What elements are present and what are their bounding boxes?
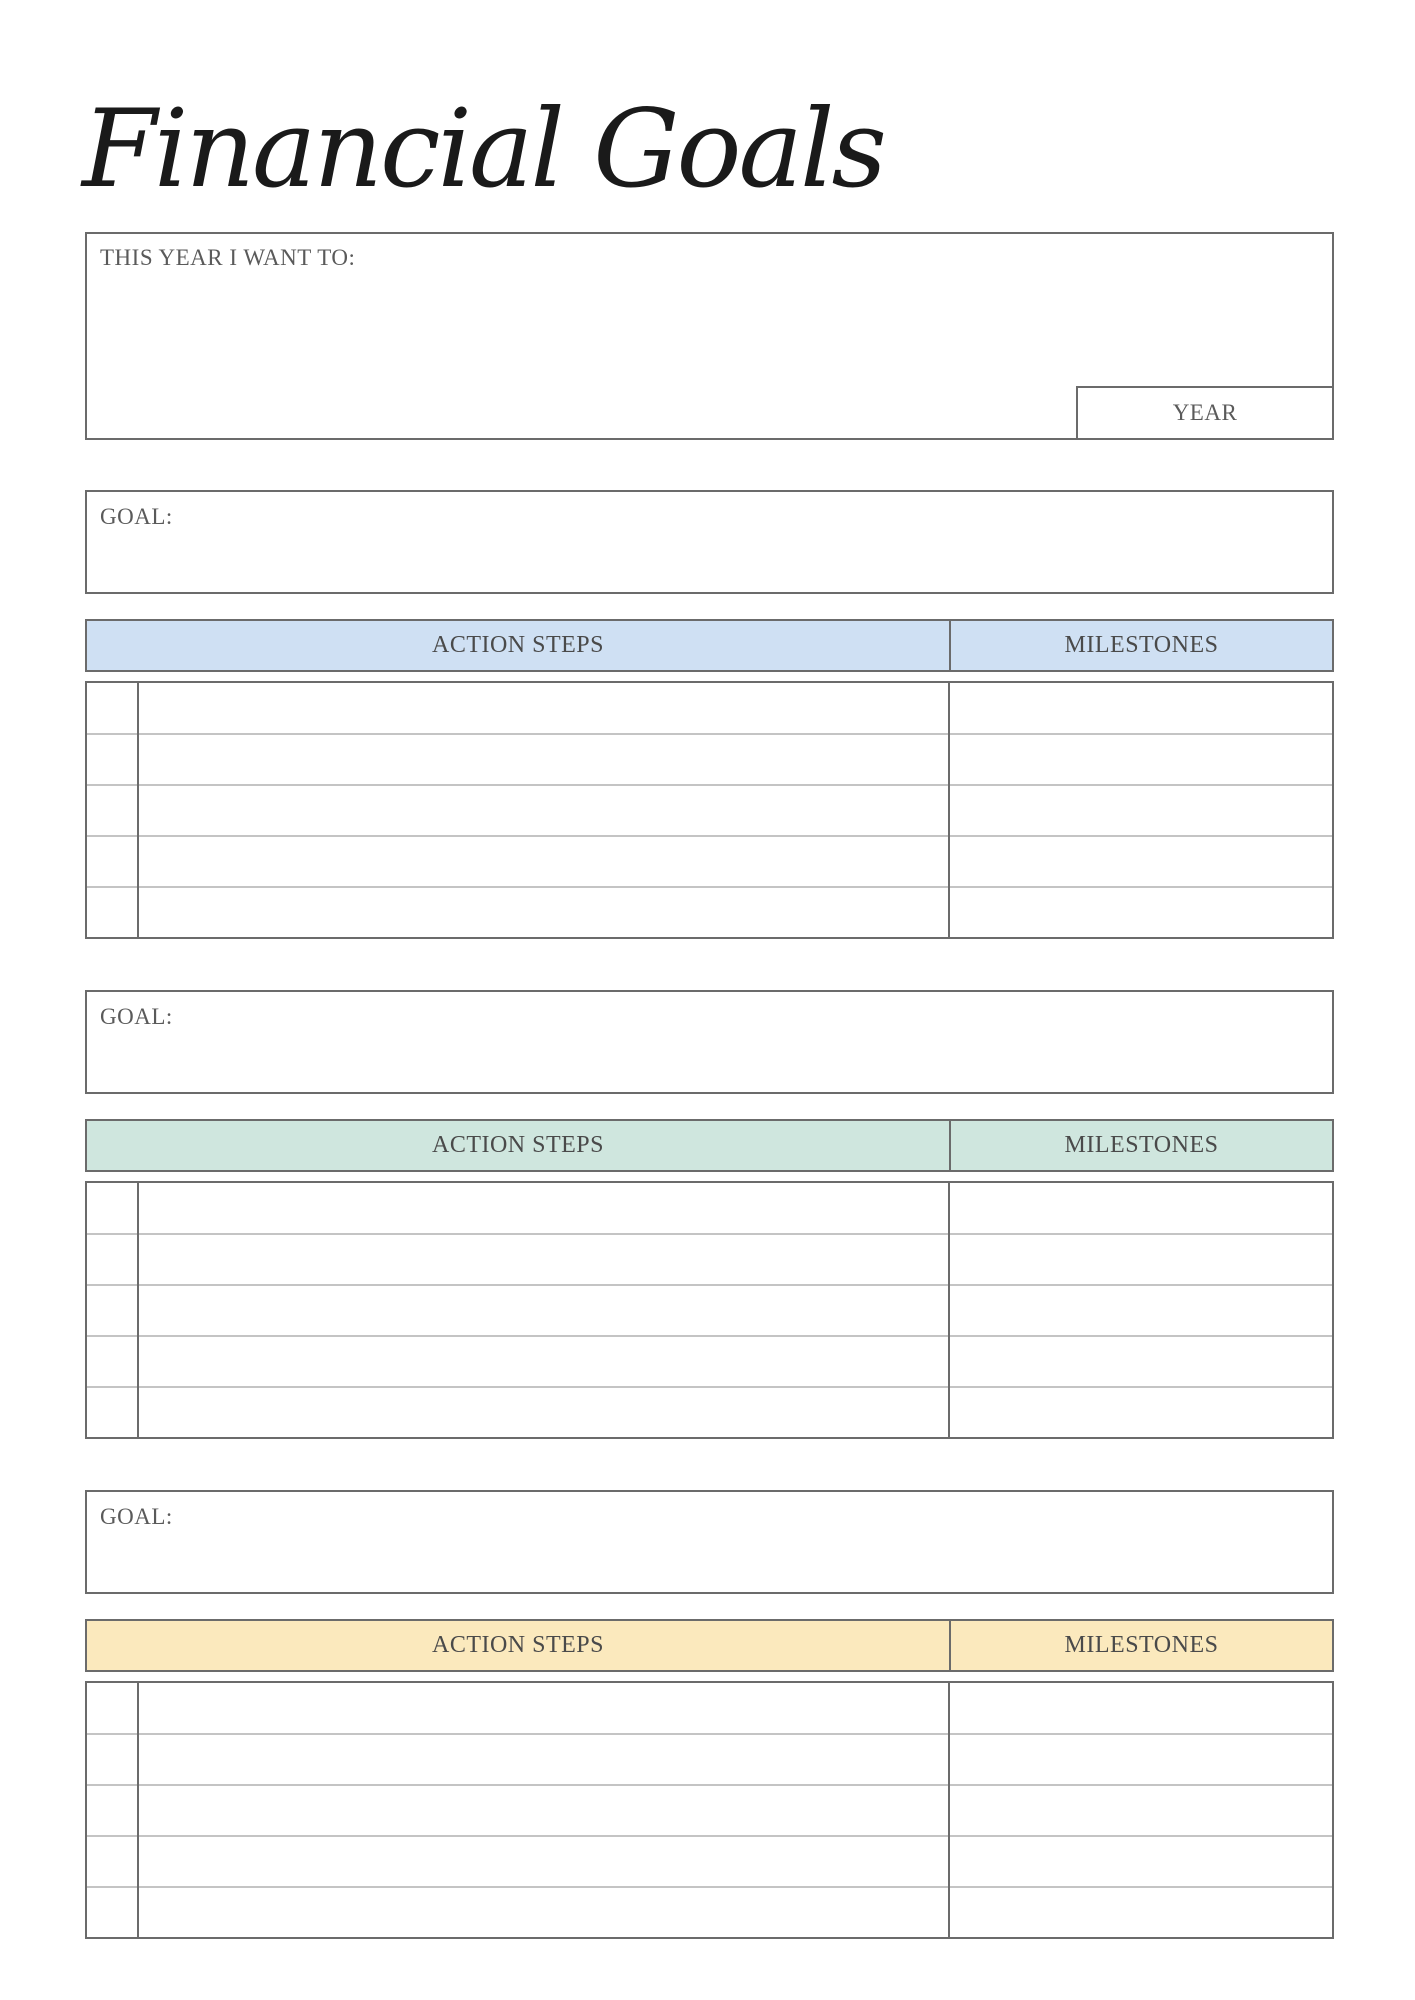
table-row[interactable] <box>87 836 1332 886</box>
goal-label: GOAL: <box>100 1004 173 1029</box>
milestones-header: MILESTONES <box>1064 1132 1219 1158</box>
table-row[interactable] <box>87 1734 1332 1784</box>
goal-label: GOAL: <box>100 1504 173 1529</box>
action-steps-table <box>85 1181 1334 1439</box>
section-header <box>85 1119 1334 1172</box>
action-steps-header: ACTION STEPS <box>87 1121 951 1170</box>
year-label: YEAR <box>1172 400 1238 425</box>
table-row[interactable] <box>87 683 1332 733</box>
section-header <box>85 1619 1334 1672</box>
action-steps-header: ACTION STEPS <box>87 1621 951 1670</box>
goal-box[interactable] <box>85 990 1334 1094</box>
table-row[interactable] <box>87 1234 1332 1284</box>
milestones-header: MILESTONES <box>1064 632 1219 658</box>
table-row[interactable] <box>87 734 1332 784</box>
milestones-header: MILESTONES <box>1064 1632 1219 1658</box>
table-row[interactable] <box>87 1887 1332 1937</box>
table-row[interactable] <box>87 1785 1332 1835</box>
table-row[interactable] <box>87 1285 1332 1335</box>
table-row[interactable] <box>87 1683 1332 1733</box>
table-row[interactable] <box>87 1183 1332 1233</box>
table-row[interactable] <box>87 785 1332 835</box>
goal-label: GOAL: <box>100 504 173 529</box>
action-steps-header: ACTION STEPS <box>87 621 951 670</box>
page-title: Financial Goals <box>82 87 884 212</box>
year-field[interactable] <box>1076 386 1334 440</box>
action-steps-table <box>85 681 1334 939</box>
table-row[interactable] <box>87 1387 1332 1437</box>
goal-box[interactable] <box>85 1490 1334 1594</box>
table-row[interactable] <box>87 887 1332 937</box>
intro-label: THIS YEAR I WANT TO: <box>100 245 356 270</box>
goal-box[interactable] <box>85 490 1334 594</box>
section-header <box>85 619 1334 672</box>
action-steps-table <box>85 1681 1334 1939</box>
table-row[interactable] <box>87 1836 1332 1886</box>
table-row[interactable] <box>87 1336 1332 1386</box>
